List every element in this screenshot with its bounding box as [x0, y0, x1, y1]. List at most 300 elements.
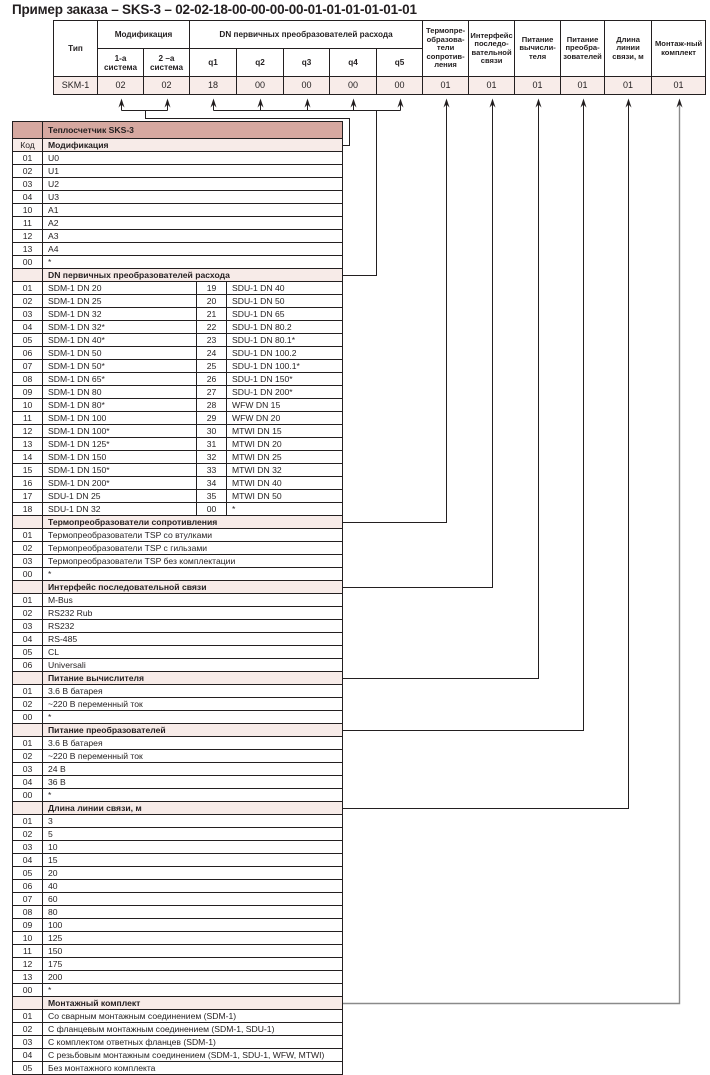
- list-item: [13, 243, 343, 256]
- dn-row: [13, 386, 343, 399]
- list-item: [13, 737, 343, 750]
- dn-header: DN первичных преобразователей расхода: [190, 21, 423, 49]
- code-header-cell: [13, 802, 43, 815]
- item-label: 5: [43, 828, 343, 841]
- code-header-cell: [13, 581, 43, 594]
- section-transducer-power: [13, 724, 343, 737]
- item-code: 04: [13, 854, 43, 867]
- arrow-up-icon: [351, 99, 357, 108]
- arrow-up-icon: [444, 99, 450, 108]
- item-label: 100: [43, 919, 343, 932]
- code-header-cell: [13, 516, 43, 529]
- list-item: [13, 789, 343, 802]
- order-value-thermo: 01: [423, 77, 469, 95]
- code-header-cell: [13, 672, 43, 685]
- item-code: 11: [13, 945, 43, 958]
- dn-row: [13, 490, 343, 503]
- dn-row: [13, 334, 343, 347]
- item-label: SDU-1 DN 32: [43, 503, 197, 516]
- item-code: 10: [13, 399, 43, 412]
- item-code: 03: [13, 841, 43, 854]
- list-item: [13, 555, 343, 568]
- order-value-cable-length: 01: [605, 77, 652, 95]
- item-label: WFW DN 15: [227, 399, 343, 412]
- item-label: Со сварным монтажным соединением (SDM-1): [43, 1010, 343, 1023]
- list-item: [13, 178, 343, 191]
- item-code: 05: [13, 1062, 43, 1075]
- item-label: *: [43, 984, 343, 997]
- list-item: [13, 191, 343, 204]
- item-code: 21: [197, 308, 227, 321]
- item-label: A4: [43, 243, 343, 256]
- item-label: 3.6 В батарея: [43, 737, 343, 750]
- item-code: 04: [13, 776, 43, 789]
- item-label: SDU-1 DN 100.1*: [227, 360, 343, 373]
- code-header-cell: [13, 269, 43, 282]
- item-code: 04: [13, 321, 43, 334]
- item-code: 01: [13, 685, 43, 698]
- list-item: [13, 919, 343, 932]
- item-code: 02: [13, 165, 43, 178]
- list-item: [13, 1010, 343, 1023]
- item-label: SDU-1 DN 150*: [227, 373, 343, 386]
- item-label: 125: [43, 932, 343, 945]
- item-code: 34: [197, 477, 227, 490]
- item-label: SDU-1 DN 40: [227, 282, 343, 295]
- item-label: U0: [43, 152, 343, 165]
- item-label: *: [43, 256, 343, 269]
- q2-header: q2: [237, 49, 284, 77]
- item-code: 13: [13, 971, 43, 984]
- item-label: U1: [43, 165, 343, 178]
- item-label: SDU-1 DN 100.2: [227, 347, 343, 360]
- section-title: Термопреобразователи сопротивления: [43, 516, 343, 529]
- thermo-header: Термопре-образова-тели сопротив-ления: [423, 21, 469, 77]
- item-label: A1: [43, 204, 343, 217]
- list-item: [13, 750, 343, 763]
- item-label: 36 В: [43, 776, 343, 789]
- item-code: 06: [13, 880, 43, 893]
- item-label: Термопреобразователи TSP с гильзами: [43, 542, 343, 555]
- section-modification: [13, 139, 343, 152]
- item-code: 28: [197, 399, 227, 412]
- order-value-type: SKM-1: [54, 77, 98, 95]
- list-item: [13, 893, 343, 906]
- item-label: U2: [43, 178, 343, 191]
- item-code: 08: [13, 906, 43, 919]
- arrow-up-icon: [536, 99, 542, 108]
- item-code: 01: [13, 529, 43, 542]
- order-value-calc-power: 01: [515, 77, 561, 95]
- list-item: [13, 828, 343, 841]
- item-code: 10: [13, 932, 43, 945]
- list-item: [13, 906, 343, 919]
- item-label: MTWI DN 40: [227, 477, 343, 490]
- item-code: 00: [13, 568, 43, 581]
- item-label: 3: [43, 815, 343, 828]
- section-title: DN первичных преобразователей расхода: [43, 269, 343, 282]
- list-item: [13, 984, 343, 997]
- section-title: Питание вычислителя: [43, 672, 343, 685]
- item-code: 05: [13, 646, 43, 659]
- list-item: [13, 763, 343, 776]
- list-item: [13, 646, 343, 659]
- list-item: [13, 1023, 343, 1036]
- item-label: MTWI DN 20: [227, 438, 343, 451]
- item-code: 02: [13, 828, 43, 841]
- list-item: [13, 698, 343, 711]
- item-code: 08: [13, 373, 43, 386]
- order-value-mounting-kit: 01: [652, 77, 706, 95]
- mounting-kit-connector: [343, 104, 680, 1004]
- item-code: 11: [13, 217, 43, 230]
- section-title: Интерфейс последовательной связи: [43, 581, 343, 594]
- item-label: SDM-1 DN 150*: [43, 464, 197, 477]
- dn-row: [13, 347, 343, 360]
- list-item: [13, 776, 343, 789]
- list-item: [13, 945, 343, 958]
- item-label: SDM-1 DN 50*: [43, 360, 197, 373]
- item-label: С фланцевым монтажным соединением (SDM-1, SDU-1): [43, 1023, 343, 1036]
- item-code: 02: [13, 607, 43, 620]
- code-header-cell: [13, 997, 43, 1010]
- item-code: 02: [13, 295, 43, 308]
- item-code: 02: [13, 750, 43, 763]
- item-code: 00: [197, 503, 227, 516]
- item-label: SDU-1 DN 50: [227, 295, 343, 308]
- list-item: [13, 867, 343, 880]
- item-code: 32: [197, 451, 227, 464]
- item-label: SDU-1 DN 200*: [227, 386, 343, 399]
- item-code: 01: [13, 815, 43, 828]
- item-label: U3: [43, 191, 343, 204]
- list-item: [13, 711, 343, 724]
- brand-title: Теплосчетчик SKS-3: [43, 122, 343, 139]
- dn-row: [13, 477, 343, 490]
- item-code: 03: [13, 308, 43, 321]
- item-label: SDU-1 DN 65: [227, 308, 343, 321]
- item-code: 01: [13, 282, 43, 295]
- order-value-interface: 01: [469, 77, 515, 95]
- section-interface: [13, 581, 343, 594]
- item-code: 11: [13, 412, 43, 425]
- list-item: [13, 165, 343, 178]
- list-item: [13, 854, 343, 867]
- brand-row: [13, 122, 343, 139]
- list-item: [13, 204, 343, 217]
- item-code: 03: [13, 555, 43, 568]
- item-label: SDU-1 DN 80.1*: [227, 334, 343, 347]
- item-label: SDM-1 DN 50: [43, 347, 197, 360]
- dn-row: [13, 321, 343, 334]
- mod-system-2-header: 2 –а система: [144, 49, 190, 77]
- item-code: 03: [13, 763, 43, 776]
- list-item: [13, 217, 343, 230]
- item-label: 24 В: [43, 763, 343, 776]
- dn-row: [13, 438, 343, 451]
- spec-table: [12, 121, 343, 1075]
- item-code: 35: [197, 490, 227, 503]
- item-code: 02: [13, 542, 43, 555]
- q5-header: q5: [377, 49, 423, 77]
- section-calc-power: [13, 672, 343, 685]
- arrow-up-icon: [626, 99, 632, 108]
- item-label: SDM-1 DN 32: [43, 308, 197, 321]
- item-label: MTWI DN 25: [227, 451, 343, 464]
- item-label: SDM-1 DN 40*: [43, 334, 197, 347]
- item-label: A3: [43, 230, 343, 243]
- item-code: 00: [13, 256, 43, 269]
- type-header: Тип: [54, 21, 98, 77]
- item-code: 10: [13, 204, 43, 217]
- item-code: 03: [13, 1036, 43, 1049]
- item-label: SDU-1 DN 25: [43, 490, 197, 503]
- dn-row: [13, 503, 343, 516]
- dn-row: [13, 399, 343, 412]
- dn-row: [13, 373, 343, 386]
- item-label: MTWI DN 50: [227, 490, 343, 503]
- item-code: 00: [13, 984, 43, 997]
- item-code: 04: [13, 633, 43, 646]
- item-label: 15: [43, 854, 343, 867]
- item-code: 02: [13, 698, 43, 711]
- order-example-table: [53, 20, 706, 95]
- modification-header: Модификация: [98, 21, 190, 49]
- item-code: 24: [197, 347, 227, 360]
- item-label: Термопреобразователи TSP без комплектации: [43, 555, 343, 568]
- cable-length-connector: [343, 104, 629, 809]
- item-label: RS232: [43, 620, 343, 633]
- item-label: *: [43, 568, 343, 581]
- item-code: 20: [197, 295, 227, 308]
- item-code: 02: [13, 1023, 43, 1036]
- order-value-q4: 00: [330, 77, 377, 95]
- item-code: 14: [13, 451, 43, 464]
- transducer-power-header: Питание преобра-зователей: [561, 21, 605, 77]
- item-code: 13: [13, 438, 43, 451]
- item-code: 17: [13, 490, 43, 503]
- order-values-row: [54, 77, 706, 95]
- item-label: RS232 Rub: [43, 607, 343, 620]
- arrow-up-icon: [398, 99, 404, 108]
- item-label: 10: [43, 841, 343, 854]
- item-code: 12: [13, 958, 43, 971]
- item-label: A2: [43, 217, 343, 230]
- dn-row: [13, 282, 343, 295]
- item-code: 13: [13, 243, 43, 256]
- section-title: Монтажный комплект: [43, 997, 343, 1010]
- list-item: [13, 880, 343, 893]
- order-value-mod-1: 02: [98, 77, 144, 95]
- q1-header: q1: [190, 49, 237, 77]
- item-label: SDM-1 DN 32*: [43, 321, 197, 334]
- list-item: [13, 1036, 343, 1049]
- calc-power-header: Питание вычисли-теля: [515, 21, 561, 77]
- item-code: 31: [197, 438, 227, 451]
- item-label: 150: [43, 945, 343, 958]
- list-item: [13, 633, 343, 646]
- list-item: [13, 932, 343, 945]
- list-item: [13, 841, 343, 854]
- item-label: 200: [43, 971, 343, 984]
- item-label: *: [43, 789, 343, 802]
- list-item: [13, 815, 343, 828]
- item-label: MTWI DN 15: [227, 425, 343, 438]
- list-item: [13, 685, 343, 698]
- item-code: 30: [197, 425, 227, 438]
- list-item: [13, 659, 343, 672]
- order-value-q1: 18: [190, 77, 237, 95]
- item-label: SDM-1 DN 25: [43, 295, 197, 308]
- dn-connector: [343, 111, 377, 276]
- arrow-up-icon: [581, 99, 587, 108]
- thermo-connector: [343, 104, 447, 523]
- item-label: WFW DN 20: [227, 412, 343, 425]
- dn-row: [13, 451, 343, 464]
- item-label: MTWI DN 32: [227, 464, 343, 477]
- list-item: [13, 971, 343, 984]
- item-code: 15: [13, 464, 43, 477]
- q3-header: q3: [284, 49, 330, 77]
- section-title: Питание преобразователей: [43, 724, 343, 737]
- item-code: 01: [13, 1010, 43, 1023]
- list-item: [13, 607, 343, 620]
- item-code: 16: [13, 477, 43, 490]
- list-item: [13, 594, 343, 607]
- item-code: 12: [13, 230, 43, 243]
- item-code: 33: [197, 464, 227, 477]
- item-label: M-Bus: [43, 594, 343, 607]
- item-code: 26: [197, 373, 227, 386]
- item-label: SDM-1 DN 100*: [43, 425, 197, 438]
- item-code: 07: [13, 893, 43, 906]
- item-label: SDM-1 DN 150: [43, 451, 197, 464]
- section-thermo: [13, 516, 343, 529]
- list-item: [13, 958, 343, 971]
- item-code: 01: [13, 594, 43, 607]
- arrow-up-icon: [165, 99, 171, 108]
- item-code: 03: [13, 178, 43, 191]
- item-code: 19: [197, 282, 227, 295]
- dn-row: [13, 295, 343, 308]
- item-code: 01: [13, 152, 43, 165]
- code-header-cell: [13, 724, 43, 737]
- list-item: [13, 1049, 343, 1062]
- order-value-q3: 00: [284, 77, 330, 95]
- item-label: ~220 В переменный ток: [43, 698, 343, 711]
- item-code: 00: [13, 711, 43, 724]
- item-label: С резьбовым монтажным соединением (SDM-1, SDU-1, WFW, MTWI): [43, 1049, 343, 1062]
- item-label: Без монтажного комплекта: [43, 1062, 343, 1075]
- list-item: [13, 256, 343, 269]
- order-value-q2: 00: [237, 77, 284, 95]
- item-code: 00: [13, 789, 43, 802]
- item-label: С комплектом ответных фланцев (SDM-1): [43, 1036, 343, 1049]
- item-code: 25: [197, 360, 227, 373]
- mounting-kit-header: Монтаж-ный комплект: [652, 21, 706, 77]
- arrow-up-icon: [305, 99, 311, 108]
- item-code: 05: [13, 334, 43, 347]
- list-item: [13, 230, 343, 243]
- dn-row: [13, 308, 343, 321]
- item-code: 07: [13, 360, 43, 373]
- dn-row: [13, 360, 343, 373]
- item-label: ~220 В переменный ток: [43, 750, 343, 763]
- item-label: *: [227, 503, 343, 516]
- arrow-up-icon: [119, 99, 125, 108]
- item-label: 80: [43, 906, 343, 919]
- list-item: [13, 529, 343, 542]
- item-label: SDM-1 DN 65*: [43, 373, 197, 386]
- section-title: Длина линии связи, м: [43, 802, 343, 815]
- section-cable-length: [13, 802, 343, 815]
- dn-row: [13, 464, 343, 477]
- item-label: 20: [43, 867, 343, 880]
- item-code: 23: [197, 334, 227, 347]
- item-code: 12: [13, 425, 43, 438]
- section-mounting-kit: [13, 997, 343, 1010]
- list-item: [13, 568, 343, 581]
- item-code: 04: [13, 191, 43, 204]
- item-label: Термопреобразователи TSP со втулками: [43, 529, 343, 542]
- transducer-power-connector: [343, 104, 584, 731]
- item-label: SDM-1 DN 200*: [43, 477, 197, 490]
- dn-row: [13, 412, 343, 425]
- dn-row: [13, 425, 343, 438]
- code-header-cell: Код: [13, 139, 43, 152]
- item-code: 01: [13, 737, 43, 750]
- item-label: RS-485: [43, 633, 343, 646]
- cable-length-header: Длина линии связи, м: [605, 21, 652, 77]
- item-code: 03: [13, 620, 43, 633]
- order-value-q5: 00: [377, 77, 423, 95]
- section-title: Модификация: [43, 139, 343, 152]
- order-value-mod-2: 02: [144, 77, 190, 95]
- item-label: SDM-1 DN 100: [43, 412, 197, 425]
- item-label: Universali: [43, 659, 343, 672]
- list-item: [13, 152, 343, 165]
- interface-connector: [343, 104, 493, 588]
- item-code: 05: [13, 867, 43, 880]
- item-code: 27: [197, 386, 227, 399]
- item-code: 09: [13, 919, 43, 932]
- item-code: 06: [13, 347, 43, 360]
- item-label: 60: [43, 893, 343, 906]
- item-label: 175: [43, 958, 343, 971]
- arrow-up-icon: [211, 99, 217, 108]
- item-label: SDU-1 DN 80.2: [227, 321, 343, 334]
- item-label: SDM-1 DN 80*: [43, 399, 197, 412]
- item-code: 06: [13, 659, 43, 672]
- arrow-up-icon: [677, 99, 683, 108]
- item-label: SDM-1 DN 20: [43, 282, 197, 295]
- item-code: 09: [13, 386, 43, 399]
- q4-header: q4: [330, 49, 377, 77]
- item-label: 3.6 В батарея: [43, 685, 343, 698]
- arrow-up-icon: [258, 99, 264, 108]
- item-code: 04: [13, 1049, 43, 1062]
- brand-code-cell: [13, 122, 43, 139]
- item-code: 22: [197, 321, 227, 334]
- item-code: 18: [13, 503, 43, 516]
- item-label: 40: [43, 880, 343, 893]
- section-dn: [13, 269, 343, 282]
- arrow-up-icon: [490, 99, 496, 108]
- interface-header: Интерфейс последо-вательной связи: [469, 21, 515, 77]
- item-label: SDM-1 DN 80: [43, 386, 197, 399]
- calc-power-connector: [343, 104, 539, 679]
- list-item: [13, 620, 343, 633]
